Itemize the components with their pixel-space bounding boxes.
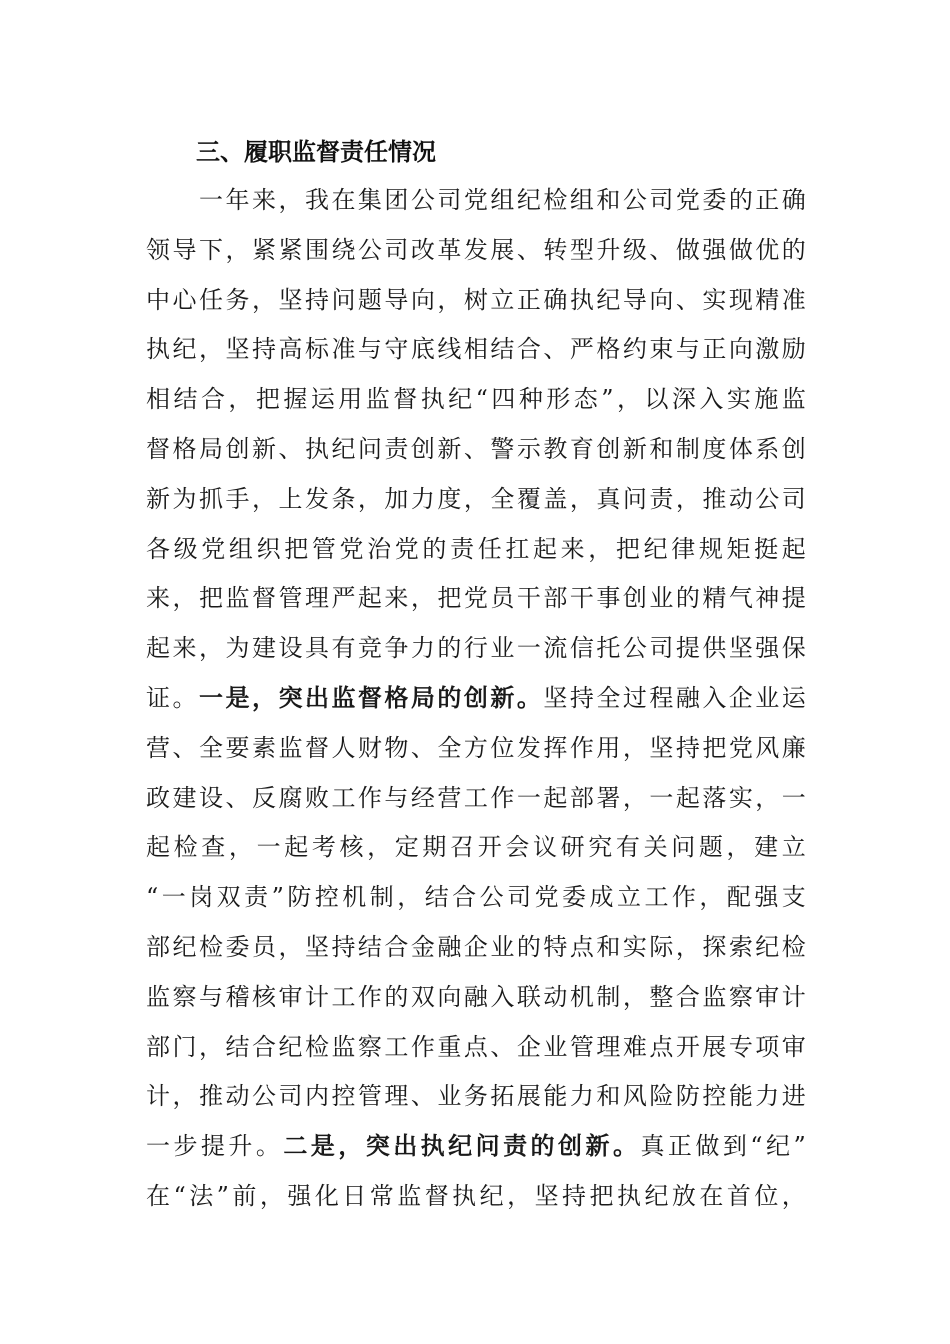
text-segment: 部纪检委员，坚持结合金融企业的特点和实际，探索纪检 — [146, 932, 806, 961]
text-line — [146, 574, 806, 624]
text-line — [146, 325, 806, 375]
text-segment: 一年来，我在集团公司党组纪检组和公司党委的正确 — [146, 186, 806, 214]
text-segment: 真正做到“纪” — [640, 1132, 806, 1161]
text-segment: 新为抓手，上发条，加力度，全覆盖，真问责，推动公司 — [146, 484, 806, 513]
text-line — [146, 873, 806, 923]
body-paragraph — [146, 176, 806, 1222]
text-segment: 监察与稽核审计工作的双向融入联动机制，整合监察审计 — [146, 982, 806, 1011]
text-segment: 坚持全过程融入企业运 — [543, 683, 806, 712]
text-line — [146, 1122, 806, 1172]
text-segment: “一岗双责”防控机制，结合公司党委成立工作，配强支 — [146, 883, 806, 912]
text-segment: 来，把监督管理严起来，把党员干部干事创业的精气神提 — [146, 584, 806, 613]
emphasis-text: 一是，突出监督格局的创新。 — [198, 683, 544, 712]
text-segment: 起来，为建设具有竞争力的行业一流信托公司提供坚强保 — [146, 634, 806, 663]
text-line — [146, 525, 806, 575]
text-segment: 营、全要素监督人财物、全方位发挥作用，坚持把党风廉 — [146, 733, 806, 762]
text-line — [146, 226, 806, 276]
text-segment: 中心任务，坚持问题导向，树立正确执纪导向、实现精准 — [146, 285, 806, 314]
text-line — [146, 375, 806, 425]
text-segment: 起检查，一起考核，定期召开会议研究有关问题，建立 — [146, 833, 806, 862]
emphasis-text: 二是，突出执纪问责的创新。 — [283, 1132, 641, 1161]
text-segment: 政建设、反腐败工作与经营工作一起部署，一起落实，一 — [146, 783, 806, 812]
text-segment: 领导下，紧紧围绕公司改革发展、转型升级、做强做优的 — [146, 235, 806, 264]
text-segment: 部门，结合纪检监察工作重点、企业管理难点开展专项审 — [146, 1032, 806, 1061]
text-segment: 一步提升。 — [146, 1132, 284, 1161]
text-segment: 在“法”前，强化日常监督执纪，坚持把执纪放在首位， — [146, 1181, 806, 1210]
text-line — [146, 624, 806, 674]
text-segment: 相结合，把握运用监督执纪“四种形态”，以深入实施监 — [146, 385, 806, 414]
text-line — [146, 475, 806, 525]
text-line — [146, 176, 806, 226]
text-line — [146, 1072, 806, 1122]
text-line — [146, 973, 806, 1023]
text-segment: 督格局创新、执纪问责创新、警示教育创新和制度体系创 — [146, 434, 806, 463]
text-line — [146, 674, 806, 724]
text-line — [146, 1023, 806, 1073]
text-line — [146, 276, 806, 326]
text-segment: 计，推动公司内控管理、业务拓展能力和风险防控能力进 — [146, 1082, 806, 1111]
text-segment: 各级党组织把管党治党的责任扛起来，把纪律规矩挺起 — [146, 534, 806, 563]
text-line — [146, 724, 806, 774]
text-line — [146, 923, 806, 973]
text-line — [146, 425, 806, 475]
text-line — [146, 823, 806, 873]
text-segment: 执纪，坚持高标准与守底线相结合、严格约束与正向激励 — [146, 335, 806, 364]
text-segment: 证。 — [146, 683, 199, 712]
text-line — [146, 774, 806, 824]
text-line — [146, 1172, 806, 1222]
section-heading: 三、履职监督责任情况 — [196, 138, 436, 166]
